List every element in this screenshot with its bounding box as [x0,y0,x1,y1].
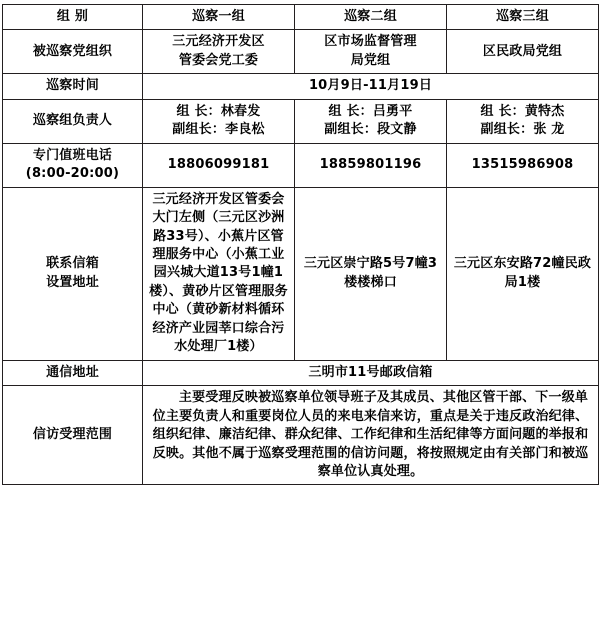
scope-value: 主要受理反映被巡察单位领导班子及其成员、其他区管干部、下一级单位主要负责人和重要岗位人员的来电来信来访，重点是关于违反政治纪律、组织纪律、廉洁纪律、群众纪律、工作纪律和生活纪律等方面问题的举报和反映。其他不属于巡察受理范围的信访问题，将按照规定由有关部门和被巡察单位认真处理。 [143,386,599,485]
leader-deputy-3: 副组长：张 龙 [480,122,565,138]
inspection-table [2,4,599,485]
leader-chief-3: 组 长：黄特杰 [480,103,565,119]
header-group-1: 巡察一组 [143,5,295,30]
leaders-group-2 [295,99,447,143]
phone-group-1: 18806099181 [143,143,295,187]
header-group-2: 巡察二组 [295,5,447,30]
table-row-scope [3,386,599,485]
phone-group-2: 18859801196 [295,143,447,187]
header-label-category: 组 别 [3,5,143,30]
leader-deputy-2: 副组长：段文静 [324,122,417,138]
row-label-organization: 被巡察党组织 [3,30,143,74]
mailbox-address-group-1: 三元经济开发区管委会大门左侧（三元区沙洲路33号）、小蕉片区管理服务中心（小蕉工业园兴城大道13号1幢1楼）、黄砂片区管理服务中心（黄砂新材料循环经济产业园莘口综合污水处理厂1楼） [143,187,295,360]
table-row-postal [3,360,599,385]
row-label-postal: 通信地址 [3,360,143,385]
phone-group-3: 13515986908 [447,143,599,187]
row-label-phone-main: 专门值班电话 [32,147,113,163]
leaders-group-3 [447,99,599,143]
organization-group-3: 区民政局党组 [447,30,599,74]
organization-group-1: 三元经济开发区 管委会党工委 [143,30,295,74]
table-row-mailbox-address [3,187,599,360]
table-row-phone [3,143,599,187]
mailbox-address-group-3: 三元区东安路72幢民政局1楼 [447,187,599,360]
row-label-phone [3,143,143,187]
row-label-time: 巡察时间 [3,74,143,99]
row-label-mailbox-address: 联系信箱 设置地址 [3,187,143,360]
row-label-leaders: 巡察组负责人 [3,99,143,143]
postal-address-value: 三明市11号邮政信箱 [143,360,599,385]
leader-chief-1: 组 长：林春发 [176,103,261,119]
leaders-group-1 [143,99,295,143]
leader-chief-2: 组 长：吕勇平 [328,103,413,119]
table-row-organization [3,30,599,74]
row-label-phone-hours: (8:00-20:00) [25,166,120,182]
header-group-3: 巡察三组 [447,5,599,30]
table-row-header [3,5,599,30]
organization-group-2: 区市场监督管理 局党组 [295,30,447,74]
table-row-leaders [3,99,599,143]
leader-deputy-1: 副组长：李良松 [172,122,265,138]
table-row-time [3,74,599,99]
row-label-scope: 信访受理范围 [3,386,143,485]
mailbox-address-group-2: 三元区崇宁路5号7幢3楼楼梯口 [295,187,447,360]
inspection-time-value: 10月9日-11月19日 [143,74,599,99]
